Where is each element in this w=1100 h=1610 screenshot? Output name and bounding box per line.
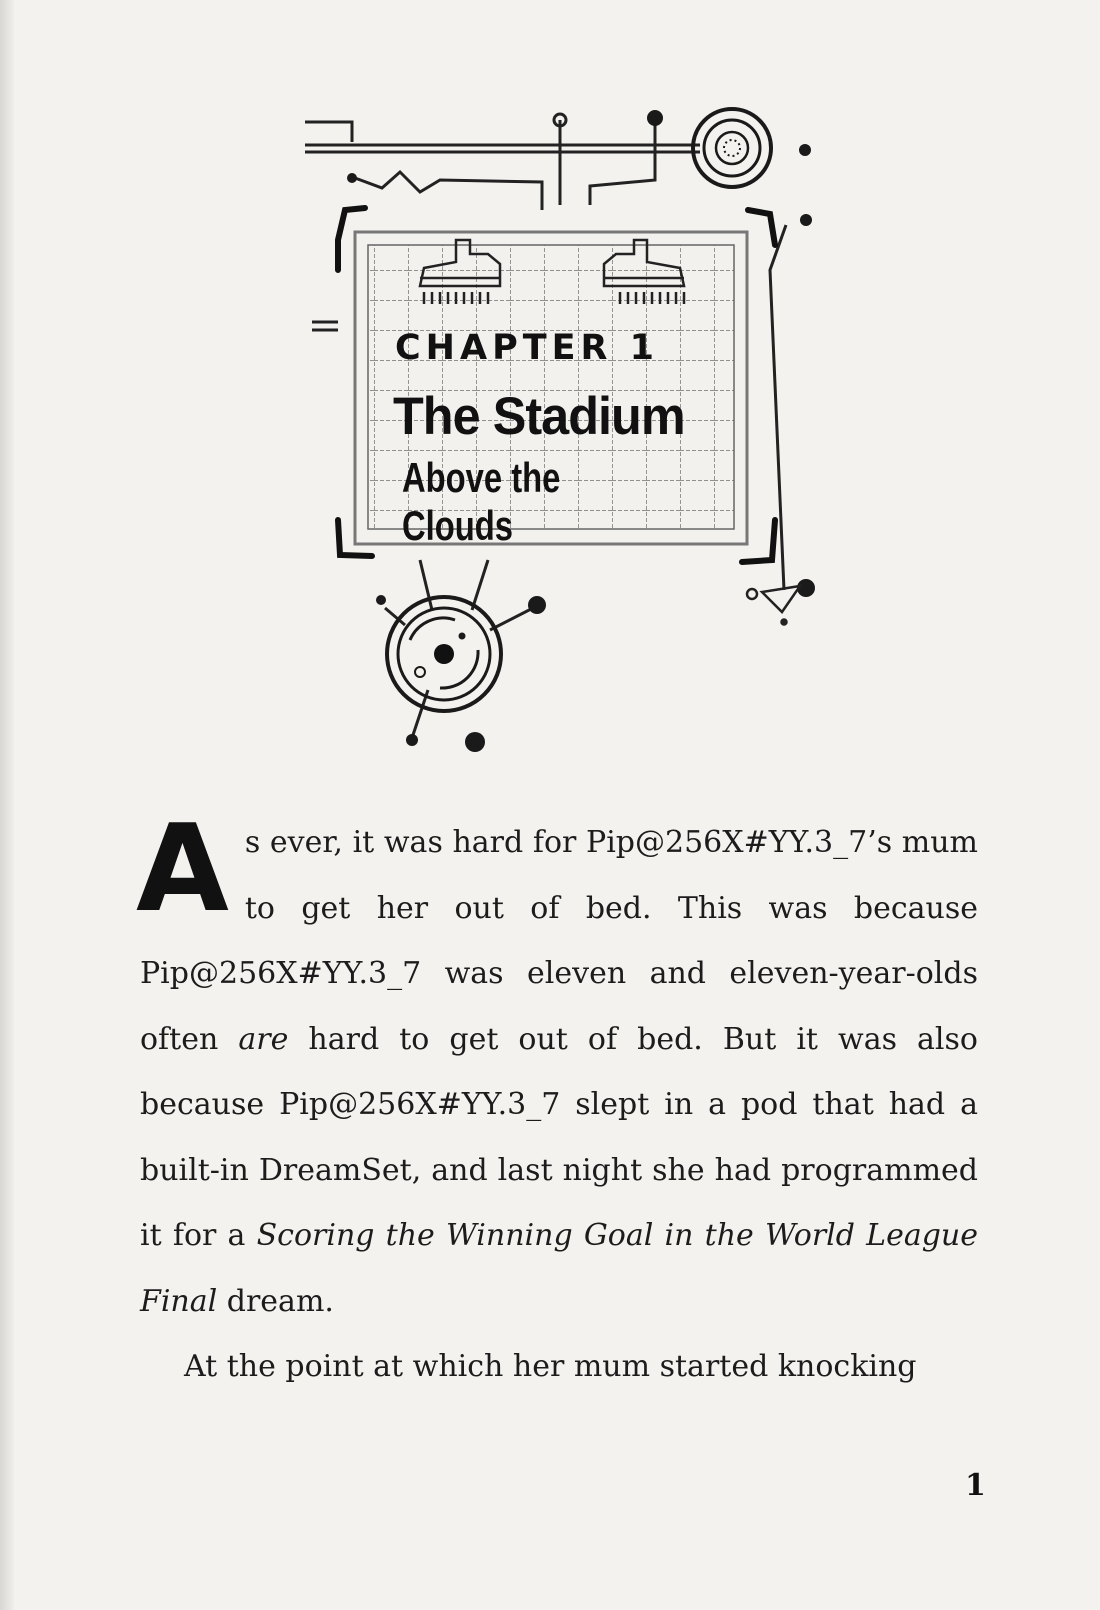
chapter-label: CHAPTER 1 <box>395 328 659 368</box>
paragraph-1 <box>136 800 978 1334</box>
dream-title: Scoring the Winning Goal in the World League Final <box>140 1218 978 1319</box>
page-number: 1 <box>965 1468 986 1503</box>
chapter-title-line2: Above the Clouds <box>402 454 561 549</box>
chapter-title-line1: The Stadium <box>393 387 685 446</box>
paragraph-1-middle: hard to get out of bed. But it was also because Pip@256X#YY.3_7 slept in a pod that had a built-in DreamSet, and last night she had programmed it for a <box>140 1021 978 1253</box>
paragraph-1-end: dream. <box>217 1283 334 1319</box>
paragraph-2: At the point at which her mum started knocking <box>184 1349 917 1384</box>
drop-cap: A <box>136 800 229 939</box>
triangle-marker-icon <box>747 586 800 625</box>
ring-icon <box>693 109 771 187</box>
body-text <box>136 800 978 1400</box>
paragraph-1-lead: s ever, it was hard for Pip@256X#YY.3_7’s mum to get her out of bed. This was because Pip@256X#YY.3_7 was eleven and eleven-year-olds often <box>140 825 978 1057</box>
emphasis-are: are <box>238 1021 289 1057</box>
